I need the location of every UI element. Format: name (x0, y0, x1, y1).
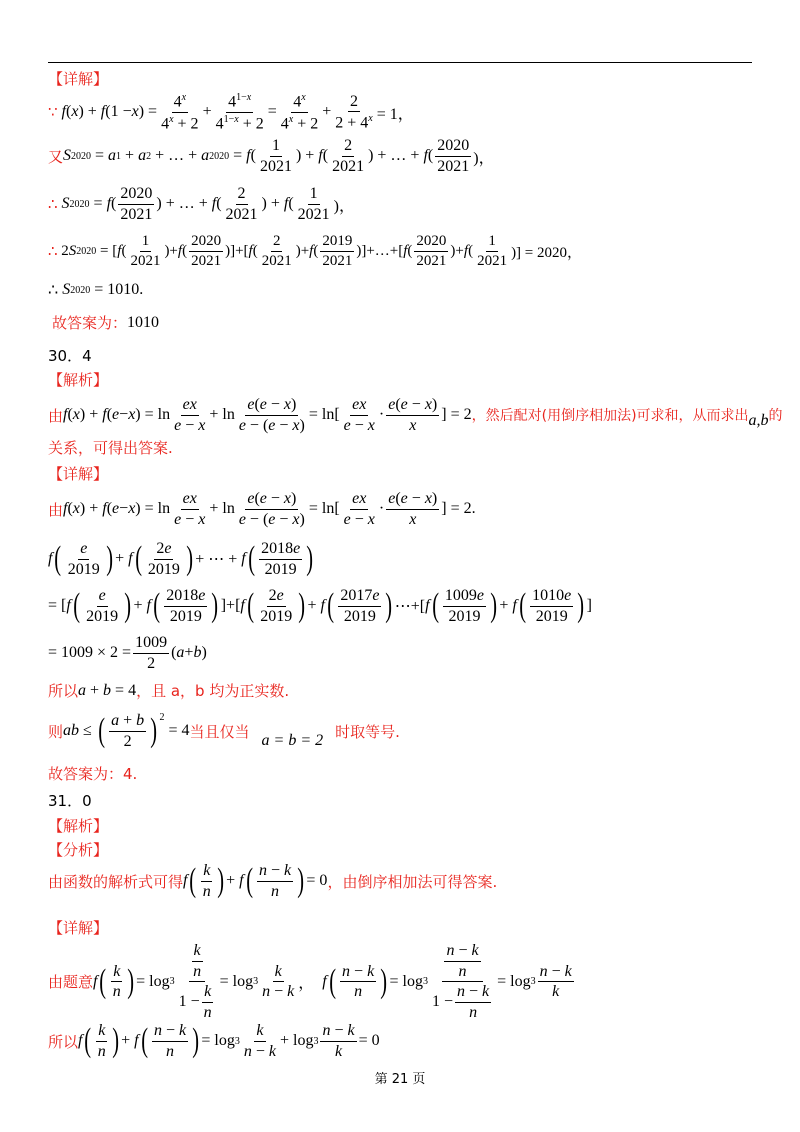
header-rule (48, 62, 752, 63)
q31-result-line: 所以 f ( $\frac{k}{n}$ ) + f ( $\frac{n - k}{n}$ ) = log 3 $\frac{k}{n - k}$ + log 3 $\frac{n - k}{k}$ = 0 (48, 1022, 380, 1060)
detail-heading-1: 【详解】 (48, 70, 109, 88)
q30-sum-line: f ( $\frac{e}{2019}$ ) + f ( $\frac{2e}{2019}$ ) + ⋯ + f ( $\frac{2018e}{2019}$ ) (48, 540, 314, 578)
q30-analysis-heading: 【解析】 (48, 371, 109, 389)
eq-s2020-definition: 又 S 2020 = a 1 + a 2 + … + a 2020 = f ( $\frac{1}{2021}$ ) + f ( $\frac{2}{2021}$ ) + … + f ( $\frac{2020}{2021}$ )， (48, 137, 495, 175)
q30-analysis-line2: 关系，可得出答案. (48, 439, 173, 457)
q31-detail-line: 由题意 f ( $\frac{k}{n}$ ) = log 3 $\frac{k}{n}$ 1 − $\frac{k}{n}$ = log 3 $\frac{k}{n - k}$ ， f ( $\frac{n - k}{n}$ ) = log 3 $\frac{n - k}{n}$ 1 − $\frac{n - k}{n}$ = log 3 $\frac{n - k}{k}$ (48, 942, 572, 1021)
q30-detail-heading: 【详解】 (48, 465, 109, 483)
because-symbol: ∵ (48, 103, 58, 122)
page-number: 第 21 页 (374, 1072, 426, 1087)
q30-answer: 故答案为：4. (48, 765, 138, 783)
q30-pair-line: = [ f ( $\frac{e}{2019}$ ) + f ( $\frac{2018e}{2019}$ ) ]+[ f ( $\frac{2e}{2019}$ ) + f ( $\frac{2017e}{2019}$ ) ⋯+[ f ( $\frac{1009e}{2019}$ ) + f ( $\frac{1010e}{2019}$ ) ] (48, 587, 592, 625)
therefore-symbol-2: ∴ (48, 242, 58, 260)
q31-fenxi-line: 由函数的解析式可得 f ( $\frac{k}{n}$ ) + f ( $\frac{n - k}{n}$ ) = 0 ，由倒序相加法可得答案. (48, 862, 498, 900)
q31-detail-heading: 【详解】 (48, 919, 109, 937)
q31-analysis-heading: 【解析】 (48, 817, 109, 835)
q30-inequality-line: 则 ab ≤ ( $\frac{a + b}{2}$ ) $^2$ = 4 当且仅当 a = b = 2 时取等号. (48, 711, 400, 750)
eq-s2020-reverse: ∴ S 2020 = f ( $\frac{2020}{2021}$ ) + … + f ( $\frac{2}{2021}$ ) + f ( $\frac{1}{2021}$ )， (48, 185, 355, 223)
q30-so-line: 所以 a + b = 4 ，且 a，b 均为正实数. (48, 681, 290, 700)
q30-product-line: = 1009 × 2 = $\frac{1009}{2}$ ( a + b ) (48, 634, 207, 672)
q31-number: 31．0 (48, 792, 92, 810)
q30-analysis-line: 由 f ( x ) + f ( e − x ) = ln $\frac{ex}{e - x}$ + ln $\frac{e(e - x)}{e - (e - x)}$ = ln[ $\frac{ex}{e - x}$ · $\frac{e(e - x)}{x}$ ] = 2 ，然后配对(用倒序相加法)可求和，从而求出 a,b 的 (48, 396, 783, 434)
eq-2s2020: ∴ 2 S 2020 = [ f ( $\frac{1}{2021}$ )+ f ( $\frac{2020}{2021}$ )]+[ f ( $\frac{2}{2021}$ )+ f ( $\frac{2019}{2021}$ )]+…+[ f ( $\frac{2020}{2021}$ )+ f ( $\frac{1}{2021}$ )] = 2020， (48, 233, 583, 269)
answer-line-1: 故答案为： 1010 (52, 313, 160, 332)
q30-detail-line: 由 f ( x ) + f ( e − x ) = ln $\frac{ex}{e - x}$ + ln $\frac{e(e - x)}{e - (e - x)}$ = ln[ $\frac{ex}{e - x}$ · $\frac{e(e - x)}{x}$ ] = 2. (48, 490, 476, 528)
again-label: 又 (48, 147, 64, 166)
eq-s2020-result: ∴ S 2020 = 1010. (48, 281, 144, 299)
q31-fenxi-heading: 【分析】 (48, 841, 109, 859)
therefore-symbol-1: ∴ (48, 195, 58, 214)
q30-number: 30．4 (48, 347, 92, 365)
eq-sum-pair: ∵ f ( x ) + f (1 − x ) = $\frac{4^x}{4^x + 2}$ + $\frac{4^{1-x}}{4^{1-x} + 2}$ = $\frac{4^x}{4^x + 2}$ + $\frac{2}{2 + 4^x}$ = 1， (48, 92, 414, 133)
